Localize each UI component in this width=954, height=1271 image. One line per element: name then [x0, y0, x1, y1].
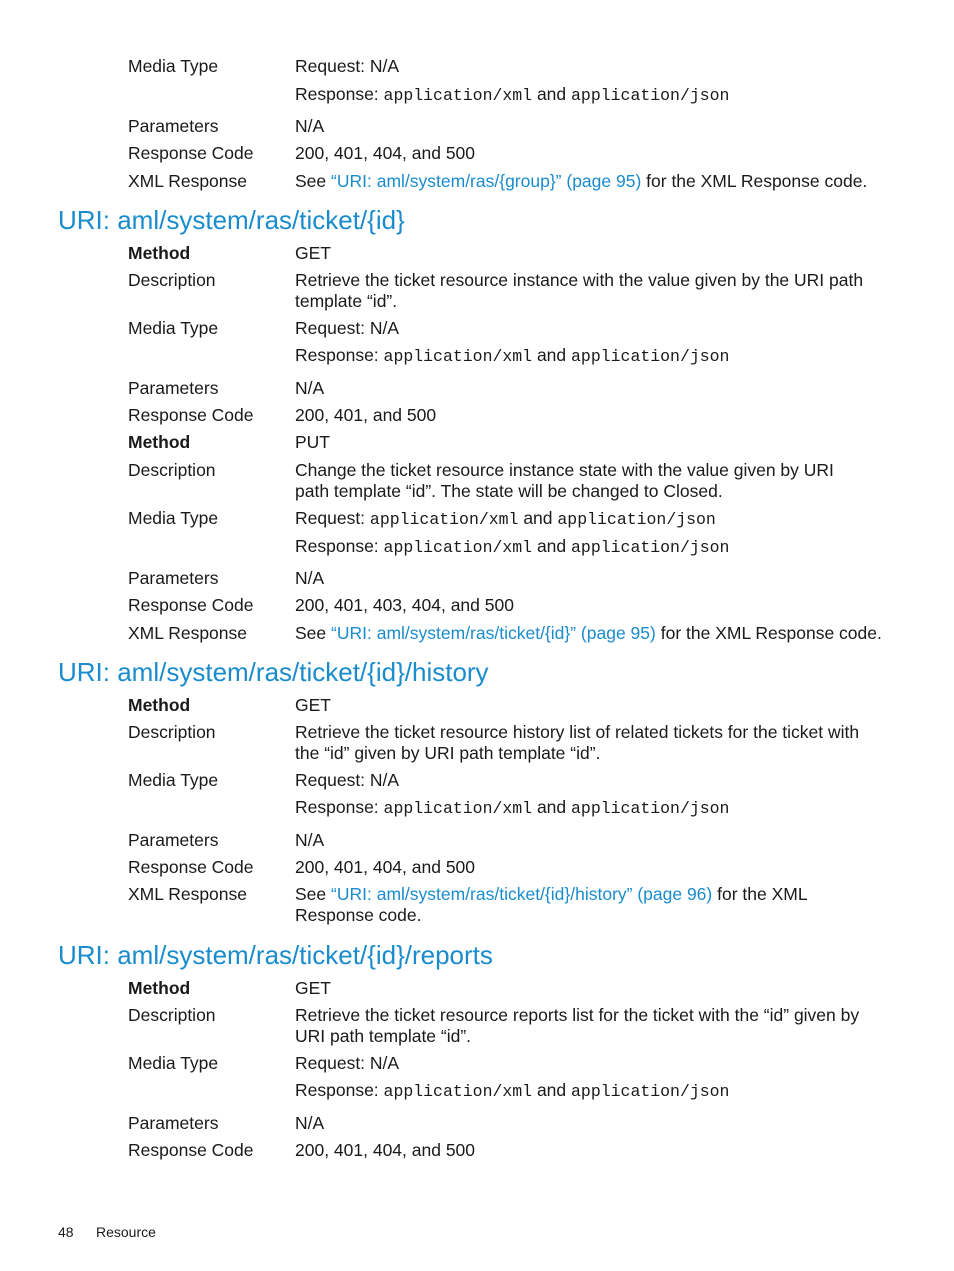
and-word: and — [536, 1080, 567, 1100]
xml-response-link[interactable]: “URI: aml/system/ras/ticket/{id}/history” (page 96) — [331, 884, 713, 904]
response-value — [295, 345, 870, 367]
method-label: Method — [128, 243, 191, 263]
request-value — [295, 508, 870, 530]
mono-json: application/json — [557, 510, 716, 529]
method-label: Method — [128, 978, 191, 998]
response-word: Response: — [295, 797, 379, 817]
request-word: Request: — [295, 508, 366, 528]
mono-xml: application/xml — [383, 347, 533, 366]
xml-response-label: XML Response — [128, 884, 247, 904]
and-word: and — [536, 345, 567, 365]
parameters-value: N/A — [295, 830, 325, 850]
response-value — [295, 536, 870, 558]
mono-json: application/json — [571, 86, 730, 105]
parameters-label: Parameters — [128, 1113, 219, 1133]
description-label: Description — [128, 460, 216, 480]
page-number: 48 — [58, 1224, 74, 1240]
parameters-label: Parameters — [128, 830, 219, 850]
request-value: Request: N/A — [295, 318, 400, 338]
parameters-value: N/A — [295, 116, 325, 136]
xml-response-value — [295, 623, 882, 644]
response-code-value: 200, 401, 404, and 500 — [295, 1140, 476, 1160]
description-label: Description — [128, 1005, 216, 1025]
parameters-label: Parameters — [128, 116, 219, 136]
and-word: and — [523, 508, 553, 528]
media-type-label: Media Type — [128, 508, 219, 528]
mono-json: application/json — [571, 538, 730, 557]
response-code-value: 200, 401, and 500 — [295, 405, 437, 425]
method-value: GET — [295, 978, 331, 998]
request-value: Request: N/A — [295, 1053, 400, 1073]
response-code-value: 200, 401, 404, and 500 — [295, 143, 476, 163]
section-heading-ticket-reports: URI: aml/system/ras/ticket/{id}/reports — [58, 940, 493, 970]
parameters-value: N/A — [295, 378, 325, 398]
and-word: and — [536, 536, 567, 556]
media-type-label: Media Type — [128, 770, 219, 790]
response-code-value: 200, 401, 404, and 500 — [295, 857, 476, 877]
footer-section-title: Resource — [96, 1224, 156, 1240]
xml-response-value — [295, 884, 870, 926]
xml-response-link[interactable]: “URI: aml/system/ras/{group}” (page 95) — [331, 171, 642, 191]
media-type-label: Media Type — [128, 318, 219, 338]
xml-response-tail: for the XML Response code. — [295, 884, 807, 925]
see-word: See — [295, 884, 327, 904]
parameters-label: Parameters — [128, 568, 219, 588]
response-word: Response: — [295, 536, 379, 556]
response-value — [295, 797, 870, 819]
xml-response-value — [295, 171, 870, 192]
description-value: Change the ticket resource instance state with the value given by URI path template “id”. The state will be changed to Closed. — [295, 460, 834, 501]
section-heading-ticket-id: URI: aml/system/ras/ticket/{id} — [58, 205, 405, 235]
request-value: Request: N/A — [295, 770, 400, 790]
xml-response-label: XML Response — [128, 171, 247, 191]
response-word: Response: — [295, 84, 379, 104]
mono-xml: application/xml — [383, 1082, 533, 1101]
description-value: Retrieve the ticket resource reports list for the ticket with the “id” given by URI path template “id”. — [295, 1005, 860, 1046]
mono-xml: application/xml — [383, 538, 533, 557]
mono-xml: application/xml — [369, 510, 519, 529]
parameters-value: N/A — [295, 568, 325, 588]
parameters-label: Parameters — [128, 378, 219, 398]
response-value — [295, 1080, 870, 1102]
response-word: Response: — [295, 1080, 379, 1100]
request-value: Request: N/A — [295, 56, 400, 76]
description-value: Retrieve the ticket resource instance with the value given by the URI path template “id”. — [295, 270, 864, 311]
and-word: and — [536, 797, 567, 817]
xml-response-label: XML Response — [128, 623, 247, 643]
parameters-value: N/A — [295, 1113, 325, 1133]
media-type-label: Media Type — [128, 56, 219, 76]
response-word: Response: — [295, 345, 379, 365]
xml-response-link[interactable]: “URI: aml/system/ras/ticket/{id}” (page 95) — [331, 623, 656, 643]
method-label: Method — [128, 432, 191, 452]
method-value: GET — [295, 243, 331, 263]
xml-response-tail: for the XML Response code. — [646, 171, 868, 191]
mono-json: application/json — [571, 799, 730, 818]
description-value: Retrieve the ticket resource history list of related tickets for the ticket with the “id” given by URI path template “id”. — [295, 722, 860, 763]
see-word: See — [295, 171, 327, 191]
and-word: and — [536, 84, 567, 104]
response-value — [295, 84, 870, 106]
description-label: Description — [128, 270, 216, 290]
response-code-label: Response Code — [128, 143, 254, 163]
response-code-value: 200, 401, 403, 404, and 500 — [295, 595, 514, 615]
xml-response-tail: for the XML Response code. — [660, 623, 882, 643]
response-code-label: Response Code — [128, 595, 254, 615]
section-heading-ticket-history: URI: aml/system/ras/ticket/{id}/history — [58, 657, 489, 687]
response-code-label: Response Code — [128, 1140, 254, 1160]
mono-xml: application/xml — [383, 86, 533, 105]
mono-json: application/json — [571, 1082, 730, 1101]
method-value: GET — [295, 695, 331, 715]
method-label: Method — [128, 695, 191, 715]
see-word: See — [295, 623, 327, 643]
media-type-label: Media Type — [128, 1053, 219, 1073]
description-label: Description — [128, 722, 216, 742]
method-value: PUT — [295, 432, 330, 452]
response-code-label: Response Code — [128, 857, 254, 877]
response-code-label: Response Code — [128, 405, 254, 425]
mono-json: application/json — [571, 347, 730, 366]
mono-xml: application/xml — [383, 799, 533, 818]
